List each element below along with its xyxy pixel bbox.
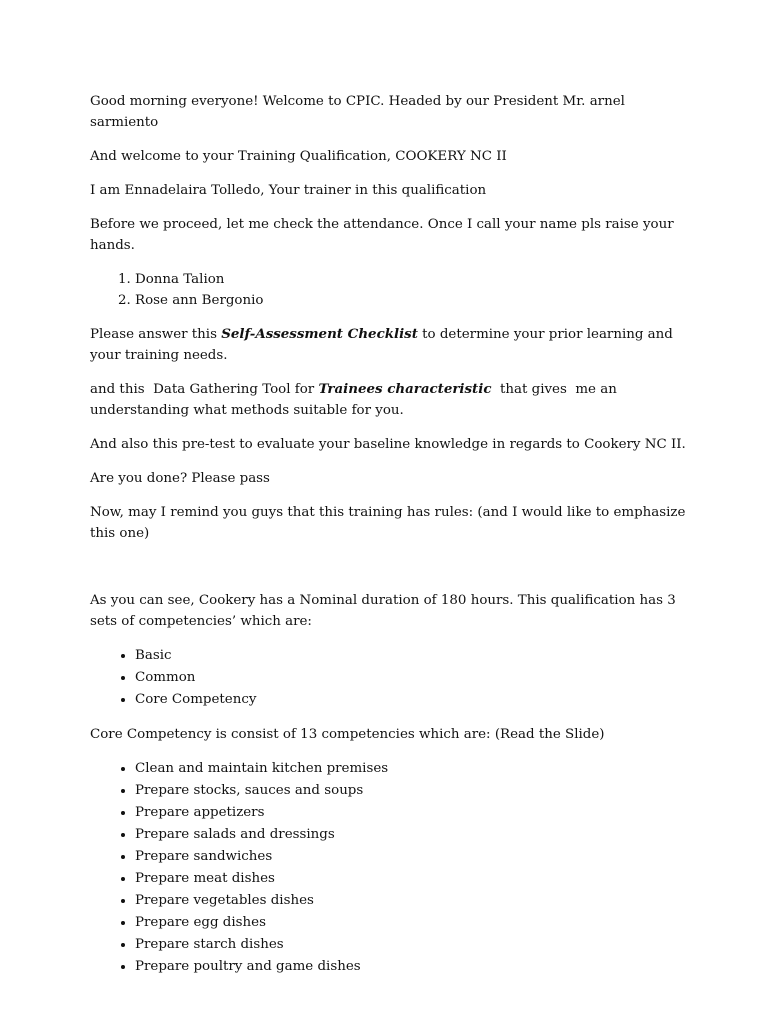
blank-gap xyxy=(90,557,690,590)
list-item: • Prepare starch dishes xyxy=(135,934,690,956)
competency-sets-list xyxy=(90,645,690,711)
paragraph-data-gathering xyxy=(90,379,690,421)
paragraph-pass: Are you done? Please pass xyxy=(90,471,270,486)
paragraph-self-assessment xyxy=(90,324,690,366)
paragraph-nominal-duration: As you can see, Cookery has a Nominal duration of 180 hours. This qualification has 3 sets of competencies’ which are: xyxy=(90,593,676,629)
document-body xyxy=(90,91,690,991)
list-item: • Common xyxy=(135,667,690,689)
list-item: • Prepare stocks, sauces and soups xyxy=(135,780,690,802)
list-item: • Prepare poultry and game dishes xyxy=(135,956,690,978)
paragraph-rules: Now, may I remind you guys that this training has rules: (and I would like to emphasize this one) xyxy=(90,505,686,541)
text-segment: Please answer this xyxy=(90,327,222,342)
text-segment: that gives me an understanding what methods suitable for you. xyxy=(90,382,622,418)
list-item: • Basic xyxy=(135,645,690,667)
paragraph-welcome-qualification: And welcome to your Training Qualification, COOKERY NC II xyxy=(90,149,507,164)
list-item: • Prepare sandwiches xyxy=(135,846,690,868)
paragraph-pretest: And also this pre-test to evaluate your baseline knowledge in regards to Cookery NC II. xyxy=(90,437,686,452)
list-item: • Prepare salads and dressings xyxy=(135,824,690,846)
emphasis-self-assessment: Self-Assessment Checklist xyxy=(221,326,418,342)
emphasis-trainees-characteristic: Trainees characteristic xyxy=(318,381,492,397)
paragraph-trainer-intro: I am Ennadelaira Tolledo, Your trainer in this qualification xyxy=(90,183,487,198)
list-item: • Prepare meat dishes xyxy=(135,868,690,890)
list-item: • Clean and maintain kitchen premises xyxy=(135,758,690,780)
paragraph-core-competency: Core Competency is consist of 13 competencies which are: (Read the Slide) xyxy=(90,727,605,742)
list-item: 2. Rose ann Bergonio xyxy=(135,290,690,311)
list-item: 1. Donna Talion xyxy=(135,269,690,290)
text-segment: to determine your prior learning and your training needs. xyxy=(90,327,673,363)
list-item: • Prepare appetizers xyxy=(135,802,690,824)
text-segment: and this Data Gathering Tool for xyxy=(90,382,319,397)
core-competencies-list xyxy=(90,758,690,978)
list-item: • Prepare vegetables dishes xyxy=(135,890,690,912)
list-item: • Core Competency xyxy=(135,689,690,711)
list-item: • Prepare egg dishes xyxy=(135,912,690,934)
attendance-list xyxy=(90,269,690,311)
paragraph-attendance: Before we proceed, let me check the attendance. Once I call your name pls raise your hands. xyxy=(90,217,674,253)
paragraph-greeting: Good morning everyone! Welcome to CPIC. Headed by our President Mr. arnel sarmiento xyxy=(90,94,625,130)
